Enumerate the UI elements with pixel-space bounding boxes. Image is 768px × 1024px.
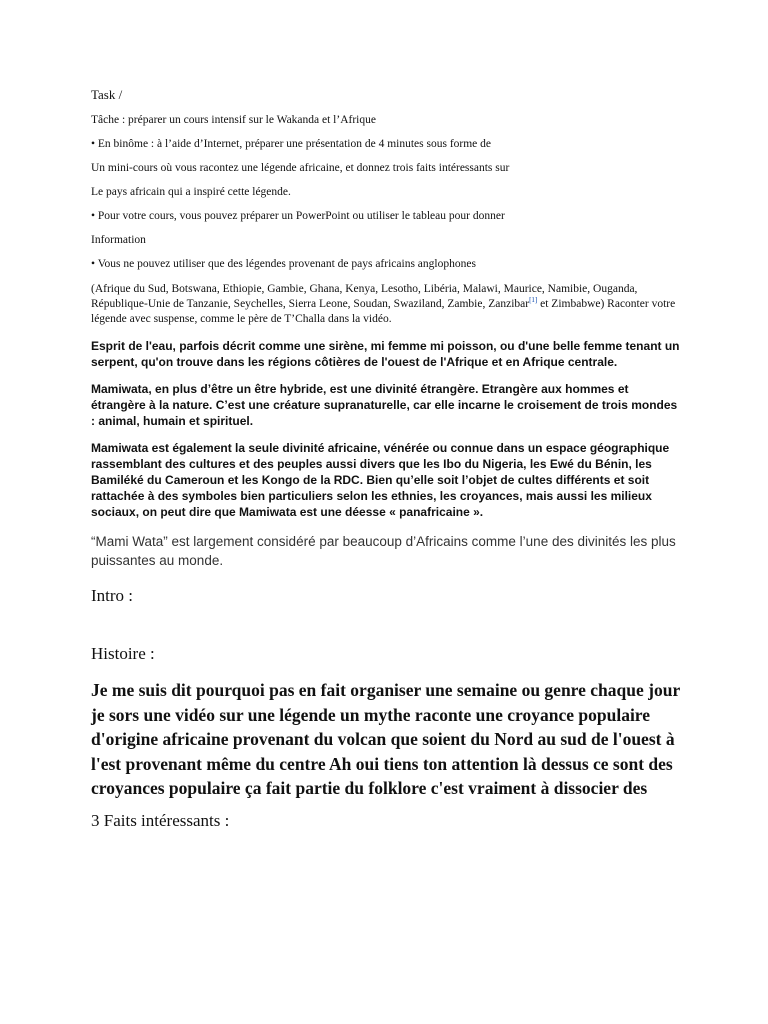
task-line-2: • En binôme : à l’aide d’Internet, préparer une présentation de 4 minutes sous forme de — [91, 138, 492, 150]
task-line-1: Tâche : préparer un cours intensif sur le Wakanda et l’Afrique — [91, 114, 376, 126]
mamiwata-paragraph-3: Mamiwata est également la seule divinité africaine, vénérée ou connue dans un espace géographique rassemblant des cultures et des peuples aussi divers que les Ibo du Nigeria, les Ewé du Bénin, les Bamiléké du Cameroun et les Kongo de la RDC. Bien qu’elle soit l’objet de cultes différents et soit rattachée à des symboles bien particuliers selon les ethnies, les croyances, mais aussi les milieux sociaux, on peut dire que Mamiwata est une déesse « panafricaine ». — [91, 441, 670, 519]
task-line-7: • Vous ne pouvez utiliser que des légendes provenant de pays africains anglophones — [91, 258, 476, 270]
countries-text-end: et Zimbabwe) Raconter votre légende avec suspense, comme le père de T’Challa dans la vidéo. — [91, 298, 676, 325]
countries-text: (Afrique du Sud, Botswana, Ethiopie, Gambie, Ghana, Kenya, Lesotho, Libéria, Malawi, Maurice, Namibie, Ouganda, République-Unie de Tanzanie, Seychelles, Sierra Leone, Soudan, Swaziland, Zambie, Zanzibar — [91, 283, 638, 310]
mamiwata-paragraph-1: Esprit de l'eau, parfois décrit comme une sirène, mi femme mi poisson, ou d'une belle femme tenant un serpent, qu'on trouve dans les régions côtières de l'ouest de l'Afrique et en Afrique centrale. — [91, 339, 680, 369]
histoire-text: Je me suis dit pourquoi pas en fait organiser une semaine ou genre chaque jour je sors une vidéo sur une légende un mythe raconte une croyance populaire d'origine africaine provenant du volcan que soient du Nord au sud de l'ouest à l'est provenant même du centre Ah oui tiens ton attention là dessus ce sont des croyances populaire ça fait partie du folklore c'est vraiment à dissocier des — [91, 680, 680, 798]
task-line-5: • Pour votre cours, vous pouvez préparer un PowerPoint ou utiliser le tableau pour donner — [91, 210, 505, 222]
footnote-ref[interactable]: [1] — [529, 296, 538, 305]
countries-paragraph — [91, 282, 681, 327]
mami-wata-quote: “Mami Wata” est largement considéré par beaucoup d’Africains comme l’une des divinités les plus puissantes au monde. — [91, 534, 676, 568]
task-title: Task / — [91, 87, 123, 102]
faits-heading: 3 Faits intéressants : — [91, 810, 230, 830]
intro-heading: Intro : — [91, 586, 134, 605]
task-line-3: Un mini-cours où vous racontez une légende africaine, et donnez trois faits intéressants sur — [91, 162, 510, 174]
histoire-heading: Histoire : — [91, 644, 155, 663]
document-page — [91, 80, 681, 832]
task-line-4: Le pays africain qui a inspiré cette légende. — [91, 186, 291, 198]
mamiwata-paragraph-2: Mamiwata, en plus d’être un être hybride, est une divinité étrangère. Etrangère aux hommes et étrangère à la nature. C’est une créature supranaturelle, car elle incarne le croisement de trois mondes : animal, humain et spirituel. — [91, 382, 678, 428]
task-line-6: Information — [91, 234, 146, 246]
